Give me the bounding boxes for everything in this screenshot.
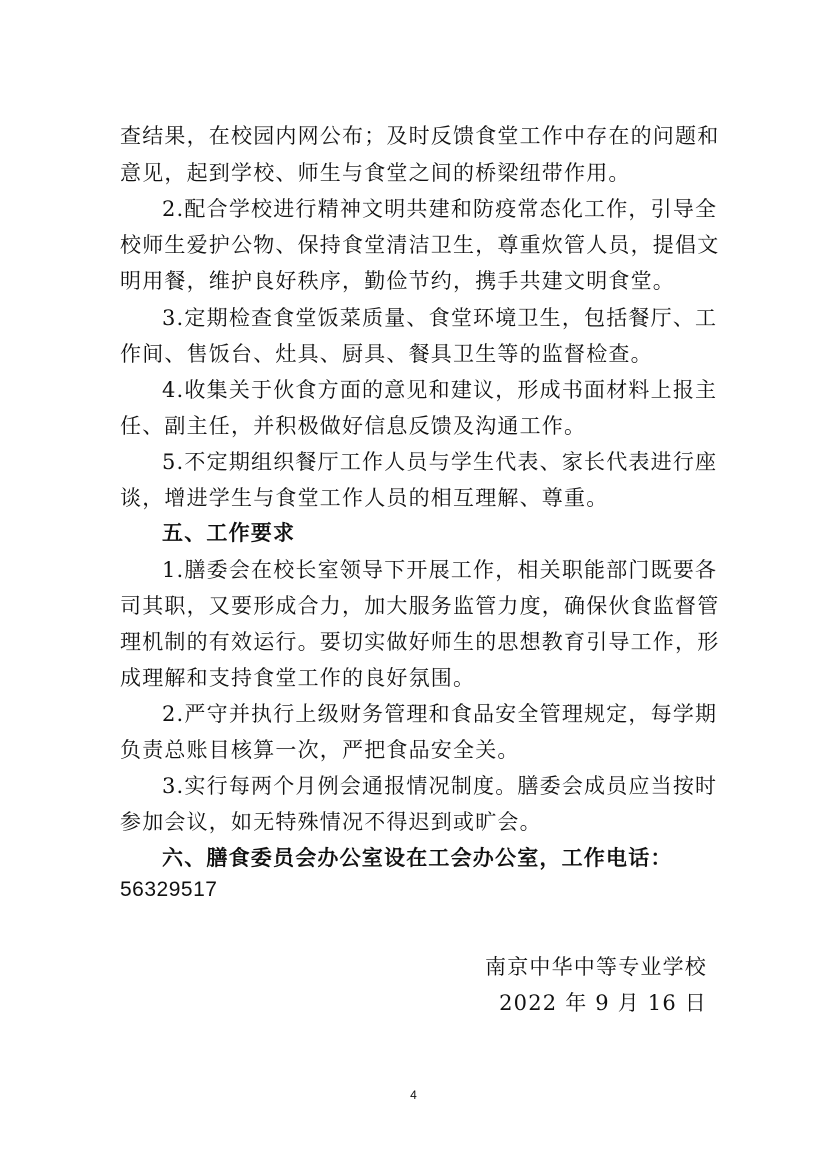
body-line: 查结果，在校园内网公布；及时反馈食堂工作中存在的问题和 (120, 124, 720, 148)
body-line: 意见，起到学校、师生与食堂之间的桥梁纽带作用。 (120, 161, 631, 185)
body-line: 明用餐，维护良好秩序，勤俭节约，携手共建文明食堂。 (120, 269, 675, 293)
body-line: 成理解和支持食堂工作的良好氛围。 (120, 666, 476, 690)
body-line: 谈，增进学生与食堂工作人员的相互理解、尊重。 (120, 486, 609, 510)
body-line: 1.膳委会在校长室领导下开展工作，相关职能部门既要各 (162, 558, 718, 582)
body-line: 3.定期检查食堂饭菜质量、食堂环境卫生，包括餐厅、工 (162, 306, 718, 330)
body-line: 3.实行每两个月例会通报情况制度。膳委会成员应当按时 (162, 774, 718, 798)
body-line: 2.严守并执行上级财务管理和食品安全管理规定，每学期 (162, 702, 718, 726)
body-line: 司其职，又要形成合力，加大服务监管力度，确保伙食监督管 (120, 594, 720, 618)
phone-number: 56329517 (120, 878, 218, 901)
body-line: 校师生爱护公物、保持食堂清洁卫生，尊重炊管人员，提倡文 (120, 233, 720, 257)
page-number: 4 (410, 1088, 417, 1102)
body-line: 2.配合学校进行精神文明共建和防疫常态化工作，引导全 (162, 197, 718, 221)
date: 2022 年 9 月 16 日 (499, 991, 707, 1015)
section-heading: 六、膳食委员会办公室设在工会办公室，工作电话： (162, 846, 673, 870)
body-line: 5.不定期组织餐厅工作人员与学生代表、家长代表进行座 (162, 450, 718, 474)
signature: 南京中华中等专业学校 (485, 955, 707, 979)
body-line: 负责总账目核算一次，严把食品安全关。 (120, 738, 520, 762)
body-line: 理机制的有效运行。要切实做好师生的思想教育引导工作，形 (120, 630, 720, 654)
body-line: 参加会议，如无特殊情况不得迟到或旷会。 (120, 810, 542, 834)
section-heading: 五、工作要求 (162, 521, 296, 545)
body-line: 任、副主任，并积极做好信息反馈及沟通工作。 (120, 414, 587, 438)
body-line: 作间、售饭台、灶具、厨具、餐具卫生等的监督检查。 (120, 342, 653, 366)
body-line: 4.收集关于伙食方面的意见和建议，形成书面材料上报主 (162, 378, 718, 402)
